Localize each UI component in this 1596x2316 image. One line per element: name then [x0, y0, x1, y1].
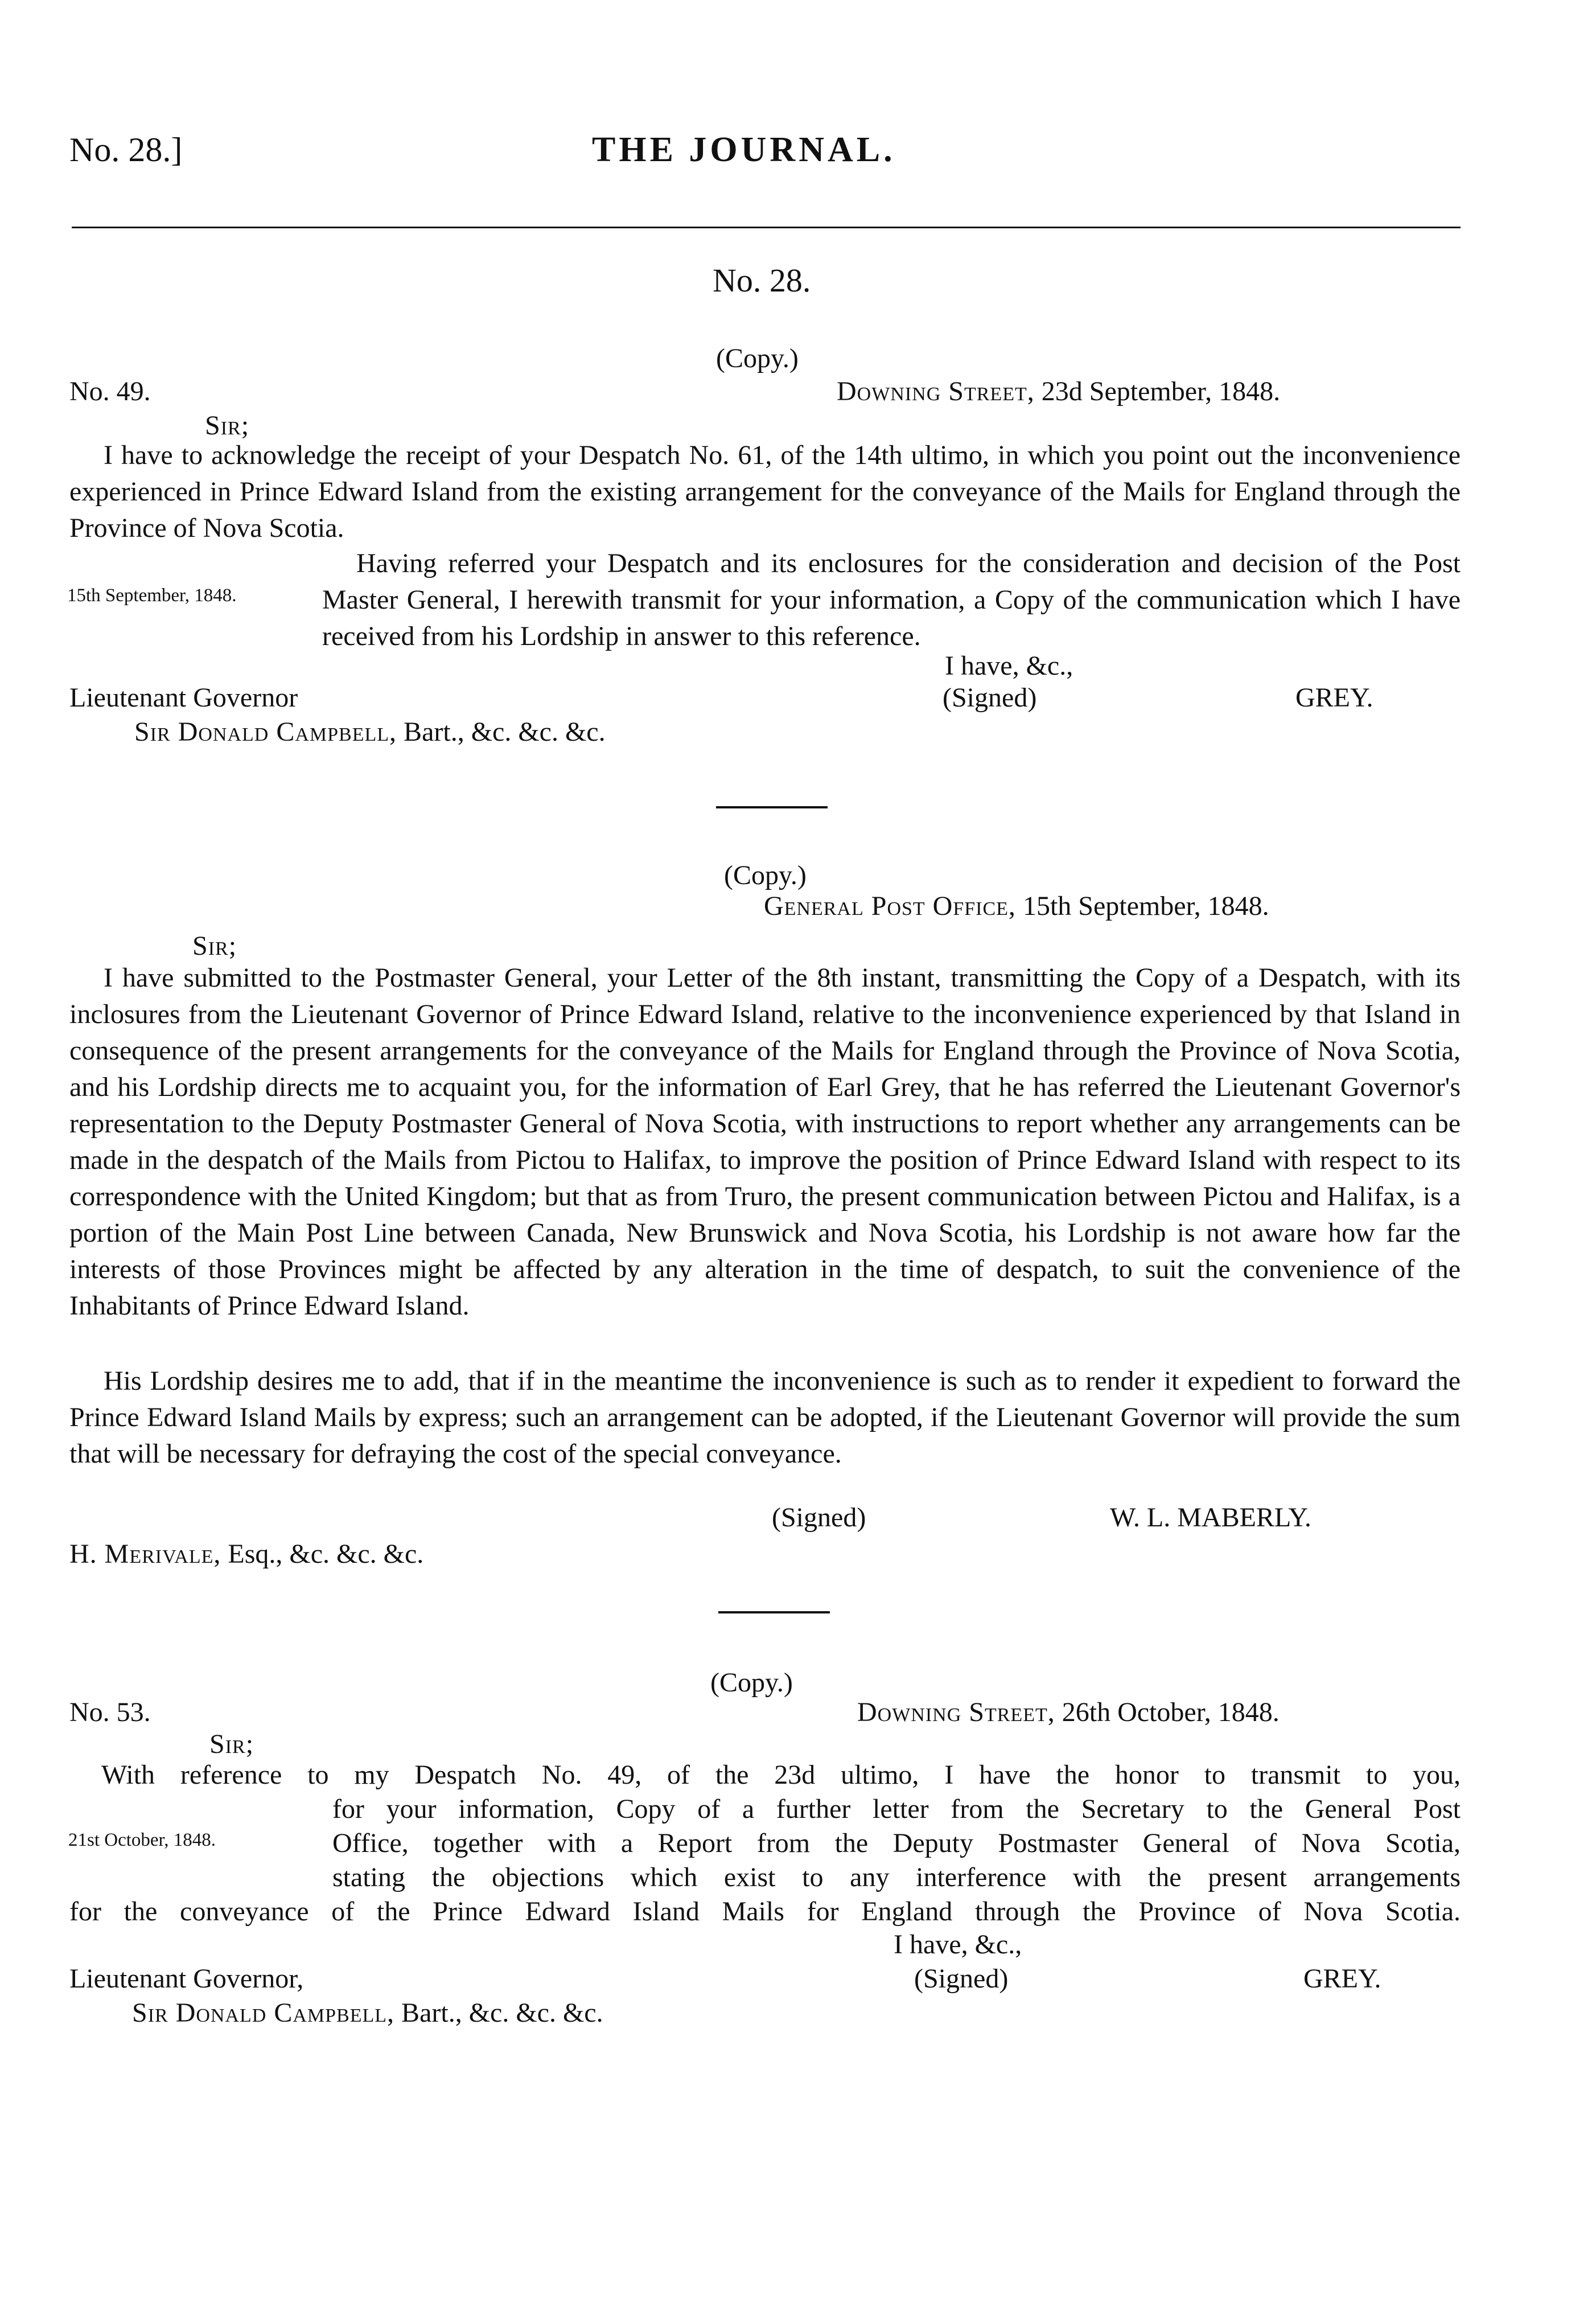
letter-date: 26th October, 1848. — [1062, 1697, 1280, 1727]
letter-place: General Post Office, — [764, 891, 1016, 921]
letter-paragraph: Having referred your Despatch and its enclosures for the consideration and decision of the Post Master General, I herewith transmit for your information, a Copy of the communication which I have received from his Lordship in answer to this reference. — [322, 548, 1461, 651]
letter-line: for your information, Copy of a further letter from the Secretary to the General Post — [332, 1794, 1461, 1824]
signature: GREY. — [1303, 1964, 1381, 1994]
copy-label: (Copy.) — [716, 343, 799, 373]
salutation: Sir; — [205, 410, 250, 441]
journal-title: THE JOURNAL. — [592, 130, 896, 169]
letter-dateline — [837, 375, 1280, 409]
margin-date-note: 15th September, 1848. — [67, 585, 237, 606]
letter-paragraph: I have submitted to the Postmaster General, your Letter of the 8th instant, transmitting the Copy of a Despatch, with its inclosures from the Lieutenant Governor of Prince Edward Island, relative to the inconvenience experienced by that Island in consequence of the present arrangements for the conveyance of the Mails for England through the Province of Nova Scotia, and his Lordship directs me to acquaint you, for the information of Earl Grey, that he has referred the Lieutenant Governor's representation to the Deputy Postmaster General of Nova Scotia, with instructions to report whether any arrangements can be made in the despatch of the Mails from Pictou to Halifax, to improve the position of Prince Edward Island with respect to its correspondence with the United Kingdom; but that as from Truro, the present communication between Pictou and Halifax, is a portion of the Main Post Line between Canada, New Brunswick and Nova Scotia, his Lordship is not aware how far the interests of those Provinces might be affected by any alteration in the time of despatch, to suit the convenience of the Inhabitants of Prince Edward Island. — [69, 963, 1461, 1321]
closing: I have, &c., — [945, 651, 1073, 681]
section-divider — [718, 1611, 830, 1613]
addressee-name-line — [132, 1996, 603, 2030]
addressee-suffix: Bart., &c. &c. &c. — [404, 717, 606, 747]
letter-paragraph: I have to acknowledge the receipt of your Despatch No. 61, of the 14th ultimo, in which you point out the inconvenience experienced in Prince Edward Island from the existing arrangement for the conveyance of the Mails for England through the Province of Nova Scotia. — [69, 440, 1461, 543]
letter-place: Downing Street, — [837, 376, 1035, 406]
addressee-title: Lieutenant Governor — [69, 683, 298, 713]
margin-despatch-number: No. 49. — [69, 376, 151, 406]
letter-line: for the conveyance of the Prince Edward Island Mails for England through the Province of Nova Scotia. — [69, 1896, 1461, 1927]
section-number: No. 28. — [713, 262, 811, 299]
copy-label: (Copy.) — [724, 860, 807, 890]
addressee-name-line — [134, 715, 606, 749]
addressee-suffix: Esq., &c. &c. &c. — [228, 1539, 424, 1569]
letter-paragraph: His Lordship desires me to add, that if in the meantime the inconvenience is such as to render it expedient to forward the Prince Edward Island Mails by express; such an arrangement can be adopted, if the Lieutenant Governor will provide the sum that will be necessary for defraying the cost of the special conveyance. — [69, 1366, 1461, 1469]
margin-despatch-number: No. 53. — [69, 1697, 151, 1727]
section-divider — [716, 806, 828, 808]
letter-date: 15th September, 1848. — [1022, 891, 1269, 921]
signed-label: (Signed) — [914, 1964, 1009, 1994]
letter-dateline — [764, 889, 1269, 923]
signature: GREY. — [1295, 683, 1373, 713]
signed-label: (Signed) — [772, 1502, 866, 1533]
salutation: Sir; — [209, 1729, 254, 1759]
margin-date-note: 21st October, 1848. — [68, 1830, 216, 1850]
addressee-name: Sir Donald Campbell, — [134, 717, 397, 747]
page-number-header: No. 28.] — [69, 131, 183, 169]
letter-dateline — [857, 1695, 1280, 1730]
salutation: Sir; — [192, 931, 237, 961]
addressee-suffix: Bart., &c. &c. &c. — [401, 1998, 603, 2028]
addressee-title: Lieutenant Governor, — [69, 1964, 304, 1994]
copy-label: (Copy.) — [710, 1668, 793, 1698]
letter-date: 23d September, 1848. — [1041, 376, 1281, 406]
letter-line: stating the objections which exist to any interference with the present arrangements — [332, 1862, 1461, 1892]
letter-line: With reference to my Despatch No. 49, of the 23d ultimo, I have the honor to transmit to you, — [101, 1760, 1461, 1790]
letter-place: Downing Street, — [857, 1697, 1055, 1727]
addressee-name: Sir Donald Campbell, — [132, 1998, 395, 2028]
signature: W. L. MABERLY. — [1110, 1502, 1311, 1533]
closing: I have, &c., — [894, 1929, 1022, 1960]
letter-line: Office, together with a Report from the Deputy Postmaster General of Nova Scotia, — [332, 1828, 1461, 1858]
addressee-name-line — [69, 1537, 423, 1571]
signed-label: (Signed) — [943, 683, 1037, 713]
addressee-name: H. Merivale, — [69, 1539, 221, 1569]
header-rule — [72, 227, 1461, 228]
